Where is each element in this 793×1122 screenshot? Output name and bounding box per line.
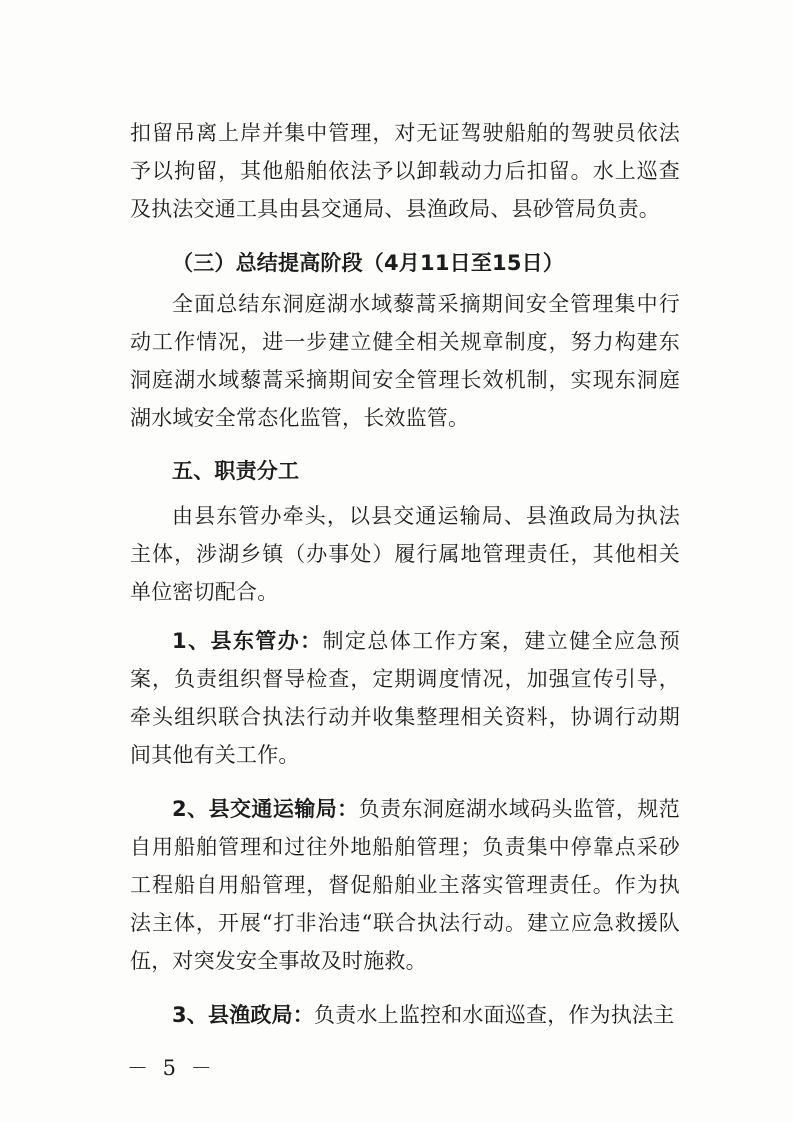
section-heading-summary-stage: （三）总结提高阶段（4月11日至15日） [172, 251, 565, 275]
paragraph-summary: 全面总结东洞庭湖水域藜蒿采摘期间安全管理集中行动工作情况，进一步建立健全相关规章制度，努力构建东洞庭湖水域藜蒿采摘期间安全管理长效机制，实现东洞庭湖水域安全常态化监管，长效监管。 [130, 292, 680, 430]
list-item-3-text: 负责水上监控和水面巡查，作为执法主 [314, 1003, 675, 1027]
list-item-3-lead: 3、县渔政局： [172, 1003, 315, 1027]
list-item-2-text: 负责东洞庭湖水域码头监管，规范自用船舶管理和过往外地船舶管理；负责集中停靠点采砂工程船自用船管理，督促船舶业主落实管理责任。作为执法主体，开展“打非治违“联合执法行动。建立应急救援队伍，对突发安全事故及时施救。 [130, 797, 681, 973]
list-item-1 [130, 622, 680, 774]
list-item-2 [130, 790, 680, 980]
paragraph-lead-unit: 由县东管办牵头，以县交通运输局、县渔政局为执法主体，涉湖乡镇（办事处）履行属地管理责任，其他相关单位密切配合。 [130, 504, 680, 604]
list-item-1-lead: 1、县东管办： [172, 629, 323, 653]
section-heading-responsibilities: 五、职责分工 [172, 459, 300, 483]
list-item-3 [130, 996, 680, 1034]
paragraph-continuation: 扣留吊离上岸并集中管理，对无证驾驶船舶的驾驶员依法予以拘留，其他船舶依法予以卸载动力后扣留。水上巡查及执法交通工具由县交通局、县渔政局、县砂管局负责。 [130, 121, 680, 221]
list-item-1-text: 制定总体工作方案，建立健全应急预案，负责组织督导检查，定期调度情况，加强宣传引导，牵头组织联合执法行动并收集整理相关资料，协调行动期间其他有关工作。 [130, 629, 681, 767]
list-item-2-lead: 2、县交通运输局： [172, 797, 359, 821]
page-number: － 5 － [127, 1056, 216, 1080]
